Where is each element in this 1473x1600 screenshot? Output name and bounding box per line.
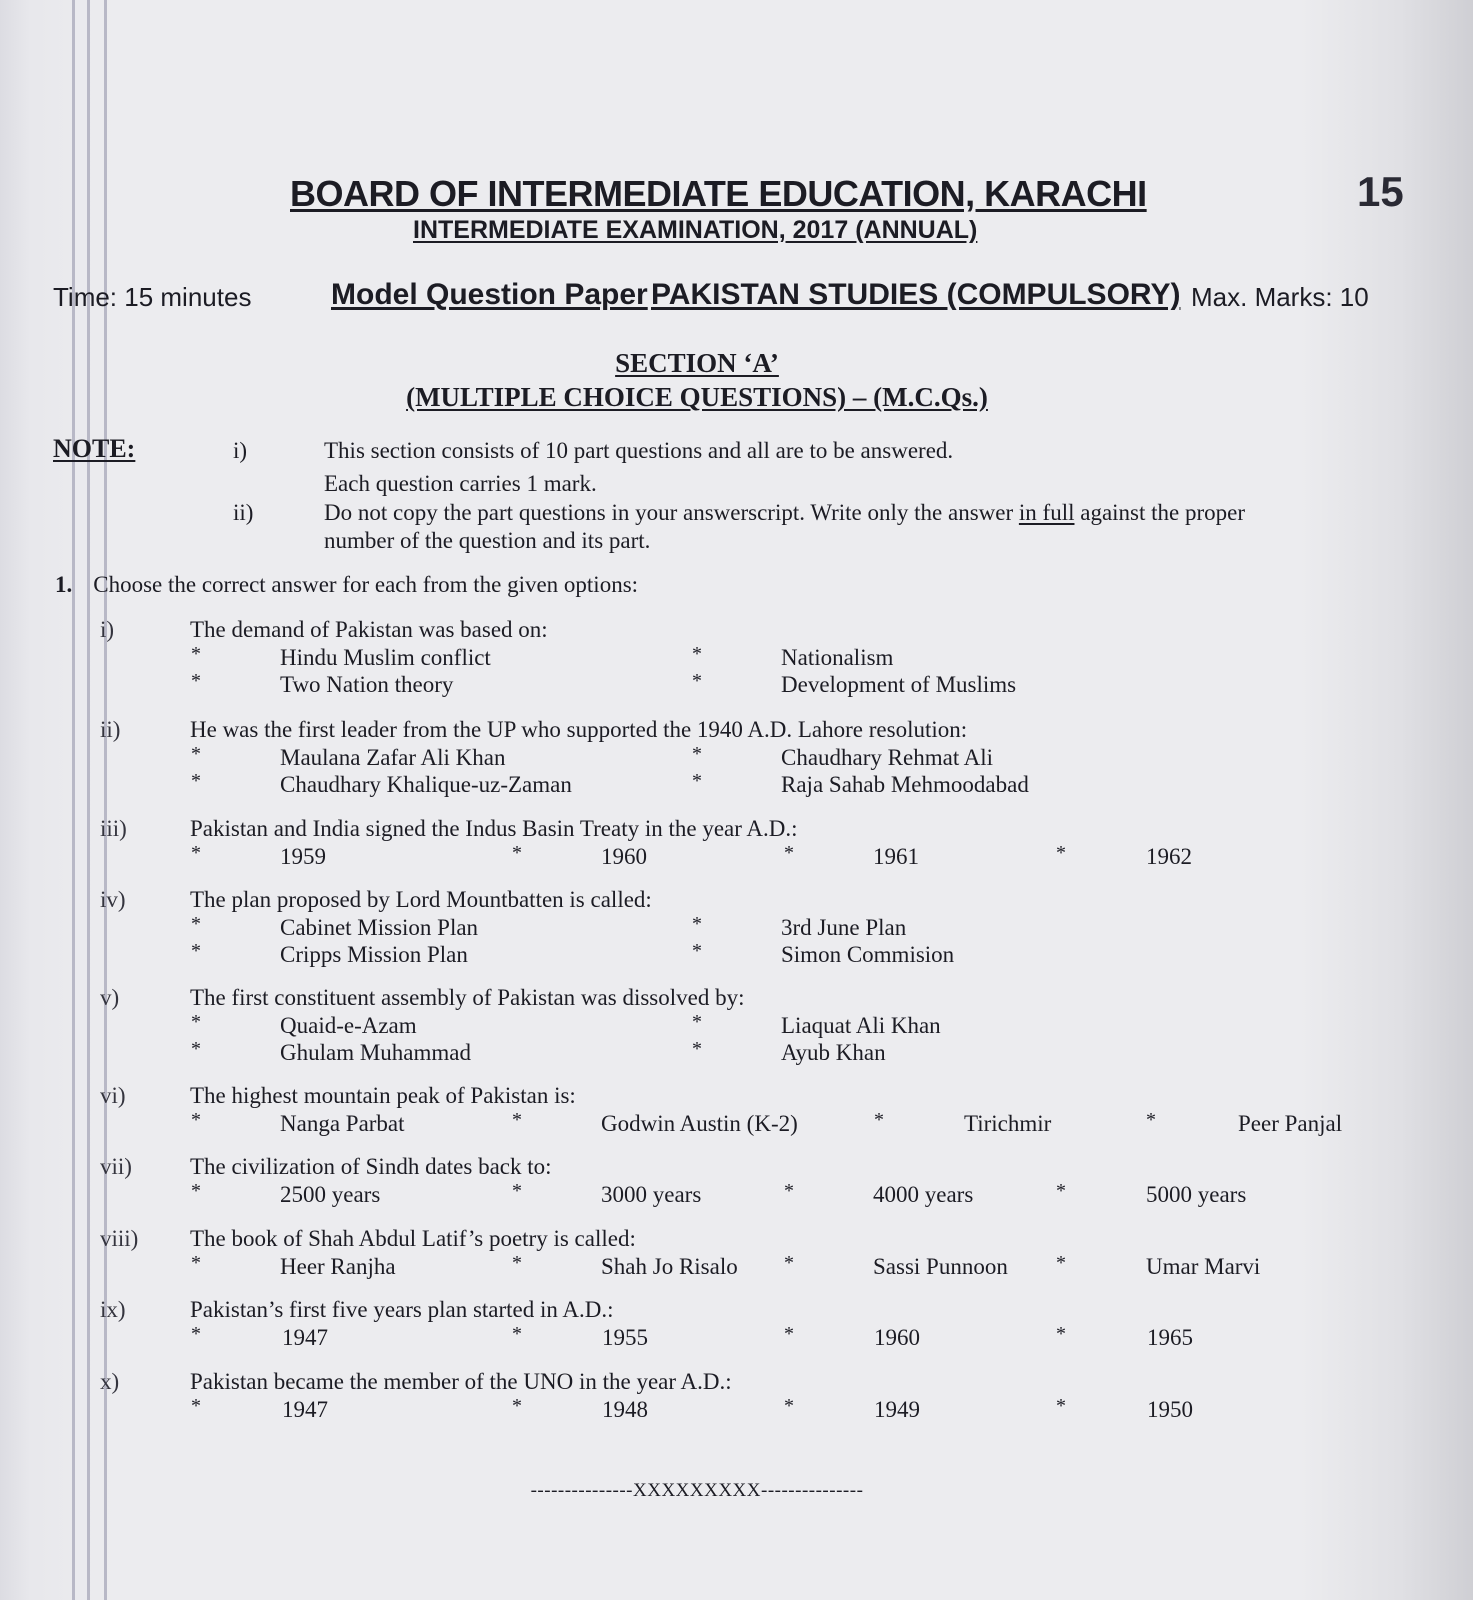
bullet-icon: * [784, 1323, 794, 1345]
bullet-icon: * [1056, 842, 1066, 864]
bullet-icon: * [512, 1180, 522, 1202]
bullet-icon: * [512, 1252, 522, 1274]
mcq-stem: Pakistan and India signed the Indus Basin Treaty in the year A.D.: [190, 816, 798, 841]
mcq-stem: The demand of Pakistan was based on: [190, 617, 548, 642]
binding-line [104, 0, 107, 1600]
mcq-option: 1955 [602, 1325, 648, 1350]
mcq-number: vii) [100, 1154, 132, 1179]
bullet-icon: * [191, 913, 201, 935]
bullet-icon: * [512, 1395, 522, 1417]
mcq-option: Raja Sahab Mehmoodabad [781, 772, 1029, 797]
bullet-icon: * [1146, 1109, 1156, 1131]
mcq-option: 1950 [1147, 1397, 1193, 1422]
mcq-option: 1947 [282, 1325, 328, 1350]
note-item-number: i) [233, 438, 248, 463]
mcq-option: Tirichmir [964, 1111, 1052, 1136]
mcq-option: Development of Muslims [781, 672, 1017, 697]
bullet-icon: * [191, 643, 201, 665]
mcq-option: Chaudhary Rehmat Ali [781, 745, 994, 770]
mcq-option: Ghulam Muhammad [280, 1040, 471, 1065]
mcq-number: iv) [100, 887, 126, 912]
mcq-number: vi) [100, 1083, 126, 1108]
mcq-number: viii) [100, 1226, 139, 1251]
mcq-option: Heer Ranjha [280, 1254, 396, 1279]
section-subtitle: (MULTIPLE CHOICE QUESTIONS) – (M.C.Qs.) [406, 382, 988, 412]
bullet-icon: * [191, 670, 201, 692]
mcq-option: Godwin Austin (K-2) [601, 1111, 798, 1136]
bullet-icon: * [191, 1395, 201, 1417]
mcq-option: Quaid-e-Azam [280, 1013, 417, 1038]
mcq-option: Simon Commision [781, 942, 955, 967]
bullet-icon: * [874, 1109, 884, 1131]
mcq-option: 2500 years [280, 1182, 381, 1207]
mcq-number: iii) [100, 816, 127, 841]
mcq-option: Hindu Muslim conflict [280, 645, 491, 670]
bullet-icon: * [692, 770, 702, 792]
mcq-number: v) [100, 985, 120, 1010]
mcq-option: Maulana Zafar Ali Khan [280, 745, 506, 770]
mcq-stem: The highest mountain peak of Pakistan is: [190, 1083, 576, 1108]
mcq-option: Two Nation theory [280, 672, 454, 697]
bullet-icon: * [1056, 1323, 1066, 1345]
mcq-option: Nanga Parbat [280, 1111, 405, 1136]
question-number: 1. [55, 572, 73, 597]
mcq-option: Umar Marvi [1146, 1254, 1261, 1279]
note-item-text: number of the question and its part. [324, 528, 651, 553]
bullet-icon: * [191, 1011, 201, 1033]
bullet-icon: * [191, 770, 201, 792]
bullet-icon: * [692, 670, 702, 692]
bullet-icon: * [191, 842, 201, 864]
bullet-icon: * [191, 1252, 201, 1274]
mcq-option: Peer Panjal [1238, 1111, 1343, 1136]
mcq-number: i) [100, 617, 115, 642]
question-instruction: Choose the correct answer for each from the given options: [93, 572, 639, 597]
page-number: 15 [1357, 168, 1404, 215]
bullet-icon: * [191, 1038, 201, 1060]
mcq-number: ix) [100, 1297, 126, 1322]
mcq-stem: Pakistan became the member of the UNO in the year A.D.: [190, 1369, 732, 1394]
bullet-icon: * [692, 940, 702, 962]
section-title: SECTION ‘A’ [615, 348, 779, 378]
mcq-stem: Pakistan’s first five years plan started in A.D.: [190, 1297, 614, 1322]
mcq-option: 3rd June Plan [781, 915, 907, 940]
mcq-option: Sassi Punnoon [873, 1254, 1008, 1279]
mcq-option: 1965 [1147, 1325, 1193, 1350]
paper-type: Model Question Paper [331, 278, 648, 311]
mcq-stem: He was the first leader from the UP who supported the 1940 A.D. Lahore resolution: [190, 717, 968, 742]
binding-line [72, 0, 75, 1600]
mcq-option: 5000 years [1146, 1182, 1247, 1207]
bullet-icon: * [1056, 1395, 1066, 1417]
note-item-number: ii) [233, 500, 254, 525]
bullet-icon: * [692, 643, 702, 665]
mcq-option: Cripps Mission Plan [280, 942, 468, 967]
mcq-number: ii) [100, 717, 121, 742]
bullet-icon: * [692, 1038, 702, 1060]
mcq-option: Liaquat Ali Khan [781, 1013, 941, 1038]
bullet-icon: * [692, 1011, 702, 1033]
mcq-option: Chaudhary Khalique-uz-Zaman [280, 772, 572, 797]
bullet-icon: * [784, 1252, 794, 1274]
bullet-icon: * [512, 842, 522, 864]
bullet-icon: * [784, 1180, 794, 1202]
bullet-icon: * [1056, 1180, 1066, 1202]
bullet-icon: * [784, 1395, 794, 1417]
mcq-option: Ayub Khan [781, 1040, 886, 1065]
bullet-icon: * [692, 743, 702, 765]
board-title: BOARD OF INTERMEDIATE EDUCATION, KARACHI [290, 173, 1147, 214]
mcq-option: 1959 [280, 844, 326, 869]
note-item-text: This section consists of 10 part questions and all are to be answered. [324, 438, 954, 463]
mcq-option: Cabinet Mission Plan [280, 915, 479, 940]
bullet-icon: * [512, 1109, 522, 1131]
bullet-icon: * [1056, 1252, 1066, 1274]
mcq-option: 1962 [1146, 844, 1192, 869]
bullet-icon: * [512, 1323, 522, 1345]
bullet-icon: * [191, 1323, 201, 1345]
subject-title: PAKISTAN STUDIES (COMPULSORY) [651, 278, 1181, 311]
mcq-stem: The plan proposed by Lord Mountbatten is called: [190, 887, 652, 912]
mcq-option: 1960 [601, 844, 647, 869]
bullet-icon: * [784, 842, 794, 864]
note-label: NOTE: [53, 434, 136, 463]
mcq-option: 4000 years [873, 1182, 974, 1207]
mcq-option: 1961 [873, 844, 919, 869]
mcq-option: 1947 [282, 1397, 328, 1422]
bullet-icon: * [191, 1180, 201, 1202]
time-allowed: Time: 15 minutes [53, 282, 252, 312]
mcq-option: 3000 years [601, 1182, 702, 1207]
bullet-icon: * [191, 743, 201, 765]
note-item-text: Do not copy the part questions in your answerscript. Write only the answer in full against the proper [324, 500, 1246, 525]
mcq-option: Nationalism [781, 645, 894, 670]
mcq-option: 1949 [874, 1397, 920, 1422]
mcq-number: x) [100, 1369, 120, 1394]
mcq-option: 1960 [874, 1325, 920, 1350]
end-marker: ---------------XXXXXXXXX--------------- [530, 1480, 864, 1501]
max-marks: Max. Marks: 10 [1191, 282, 1369, 312]
mcq-stem: The first constituent assembly of Pakistan was dissolved by: [190, 985, 745, 1010]
bullet-icon: * [191, 940, 201, 962]
bullet-icon: * [692, 913, 702, 935]
binding-line [87, 0, 90, 1600]
mcq-stem: The civilization of Sindh dates back to: [190, 1154, 552, 1179]
mcq-option: Shah Jo Risalo [601, 1254, 738, 1279]
exam-title: INTERMEDIATE EXAMINATION, 2017 (ANNUAL) [413, 216, 978, 244]
bullet-icon: * [191, 1109, 201, 1131]
mcq-stem: The book of Shah Abdul Latif’s poetry is called: [190, 1226, 636, 1251]
question-heading [55, 572, 638, 598]
note-item-text: Each question carries 1 mark. [324, 471, 597, 496]
mcq-option: 1948 [602, 1397, 648, 1422]
